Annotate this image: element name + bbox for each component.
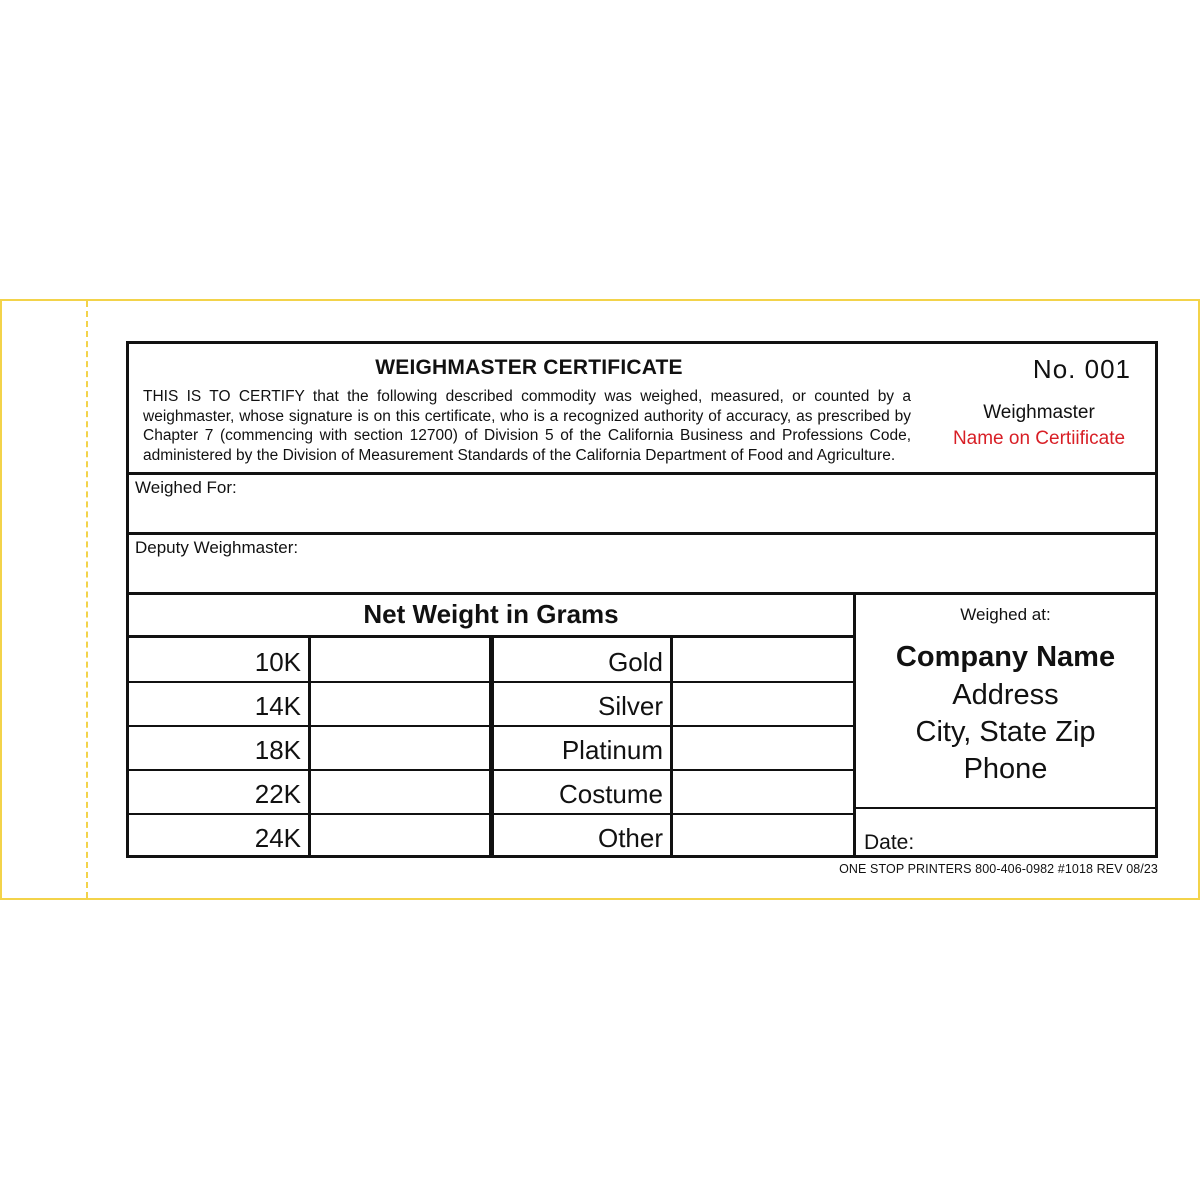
- metal-label: Platinum: [561, 735, 663, 765]
- metal-label: Silver: [597, 691, 663, 721]
- company-name: Company Name: [895, 641, 1116, 673]
- certify-line: THIS IS TO CERTIFY that the following described commodity was weighed, measured, or counted by a: [143, 388, 911, 405]
- weighed-at-box: [856, 595, 1155, 858]
- metal-label: Costume: [558, 779, 663, 809]
- deputy-weighmaster-field[interactable]: [129, 535, 1155, 595]
- karat-label: 18K: [254, 735, 301, 765]
- certify-line: administered by the Division of Measurement Standards of the California Department of Food and Agriculture.: [143, 446, 896, 464]
- weighmaster-name: Name on Certiificate: [952, 428, 1126, 449]
- date-label[interactable]: Date:: [864, 831, 915, 854]
- grid-divider: [308, 638, 311, 858]
- karat-label: 22K: [254, 779, 301, 809]
- perforation-line: [86, 301, 88, 898]
- karat-label: 24K: [254, 823, 301, 853]
- karat-weight-cell[interactable]: [311, 814, 489, 858]
- karat-weight-cell[interactable]: [311, 638, 489, 682]
- metal-weight-cell[interactable]: [673, 682, 853, 726]
- company-city: City, State Zip: [915, 716, 1096, 748]
- weighmaster-label: Weighmaster: [983, 402, 1095, 423]
- net-weight-grid: [129, 638, 856, 858]
- deputy-weighmaster-label: Deputy Weighmaster:: [135, 538, 299, 557]
- metal-weight-cell[interactable]: [673, 770, 853, 814]
- karat-weight-cell[interactable]: [311, 726, 489, 770]
- metal-label: Gold: [608, 647, 663, 677]
- company-address: Address: [952, 679, 1059, 711]
- weighed-at-label: Weighed at:: [960, 605, 1051, 624]
- metal-weight-cell[interactable]: [673, 638, 853, 682]
- date-divider: [856, 807, 1155, 809]
- certificate-number: No. 001: [1032, 354, 1131, 384]
- karat-weight-cell[interactable]: [311, 770, 489, 814]
- certificate-header: [129, 344, 1155, 475]
- weights-section: [129, 595, 1155, 858]
- certify-statement: [143, 387, 911, 465]
- certificate-form: [126, 341, 1158, 858]
- metal-label: Other: [597, 823, 663, 853]
- printer-footer: ONE STOP PRINTERS 800-406-0982 #1018 REV 08/23: [839, 862, 1158, 876]
- certify-line: weighmaster, whose signature is on this certificate, who is a recognized authority of accuracy, as prescribed by: [143, 407, 911, 425]
- karat-label: 14K: [254, 691, 301, 721]
- karat-label: 10K: [254, 647, 301, 677]
- company-phone: Phone: [963, 753, 1048, 785]
- net-weight-title: Net Weight in Grams: [129, 595, 856, 638]
- certify-line: Chapter 7 (commencing with section 12700) of Division 5 of the California Business and Professions Code,: [143, 427, 911, 444]
- metal-weight-cell[interactable]: [673, 814, 853, 858]
- metal-weight-cell[interactable]: [673, 726, 853, 770]
- weighed-for-label: Weighed For:: [135, 478, 237, 497]
- karat-weight-cell[interactable]: [311, 682, 489, 726]
- weighed-for-field[interactable]: [129, 475, 1155, 535]
- certificate-title: WEIGHMASTER CERTIFICATE: [375, 356, 683, 379]
- grid-divider: [670, 638, 673, 858]
- grid-divider: [489, 638, 494, 858]
